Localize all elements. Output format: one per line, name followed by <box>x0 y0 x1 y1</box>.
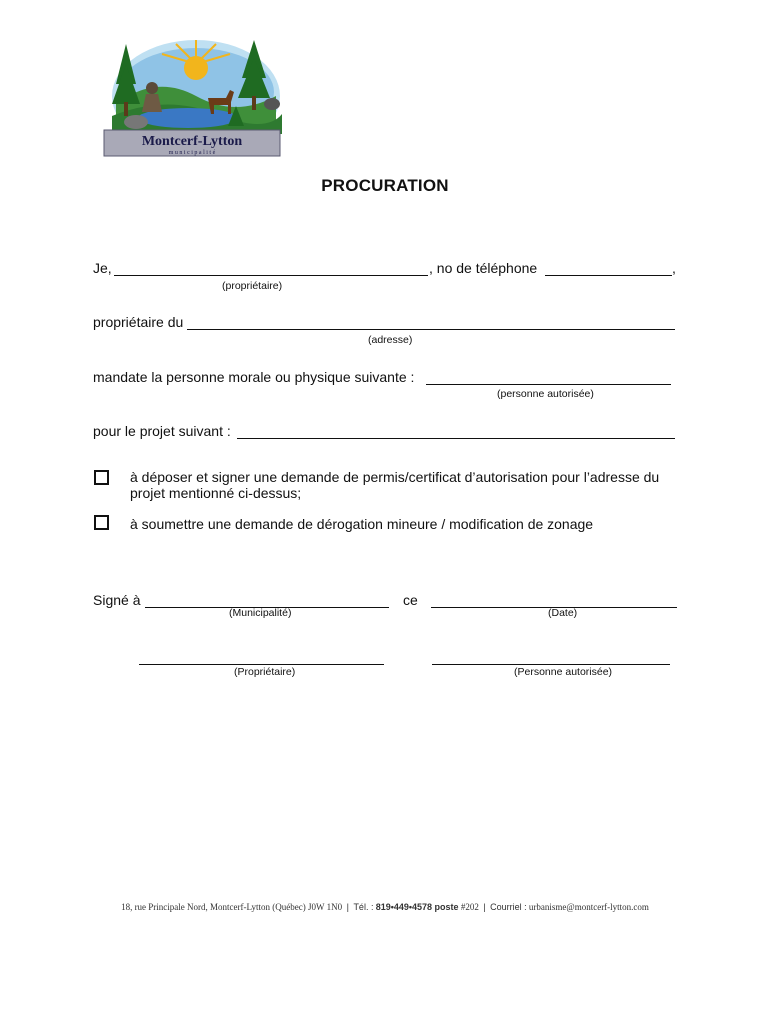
municipality-caption: (Municipalité) <box>229 607 292 619</box>
logo-text-sub: m u n i c i p a l i t é <box>168 150 216 156</box>
footer-tel-label: Tél. : <box>353 902 374 912</box>
option-permit-label: à déposer et signer une demande de permis/certificat d’autorisation pour l’adresse du projet mentionné ci-dessus; <box>130 469 660 501</box>
authorized-person-caption: (personne autorisée) <box>497 388 594 400</box>
mandate-label: mandate la personne morale ou physique suivante : <box>93 369 415 385</box>
project-label: pour le projet suivant : <box>93 423 231 439</box>
phone-label: , no de téléphone <box>429 260 538 276</box>
authorized-person-field[interactable] <box>426 370 671 385</box>
je-suffix: , <box>672 260 676 276</box>
footer-address: 18, rue Principale Nord, Montcerf-Lytton (Québec) J0W 1N0 <box>121 902 343 912</box>
authorized-signature-field[interactable] <box>432 650 670 665</box>
owner-of-label: propriétaire du <box>93 314 184 330</box>
municipality-logo <box>96 34 286 166</box>
footer-tel-ext: #202 <box>460 902 479 912</box>
footer <box>0 902 770 912</box>
phone-field[interactable] <box>545 261 672 276</box>
footer-email-label: Courriel : <box>490 902 527 912</box>
je-label: Je, <box>93 260 112 276</box>
authorized-signature-caption: (Personne autorisée) <box>514 666 613 678</box>
owner-signature-field[interactable] <box>139 650 384 665</box>
option-derogation-checkbox[interactable] <box>94 515 109 530</box>
option-derogation-label: à soumettre une demande de dérogation mineure / modification de zonage <box>130 516 594 532</box>
municipality-field[interactable] <box>145 593 389 608</box>
footer-separator: | <box>346 902 349 912</box>
signed-at-label: Signé à <box>93 592 141 608</box>
owner-signature-caption: (Propriétaire) <box>234 666 296 678</box>
logo-text-main: Montcerf-Lytton <box>141 134 243 149</box>
owner-name-field[interactable] <box>114 261 428 276</box>
date-caption: (Date) <box>548 607 578 619</box>
owner-caption: (propriétaire) <box>222 280 283 292</box>
page-title: PROCURATION <box>321 176 449 195</box>
option-permit-checkbox[interactable] <box>94 470 109 485</box>
date-field[interactable] <box>431 593 677 608</box>
project-field[interactable] <box>237 424 675 439</box>
footer-tel-number: 819•449•4578 poste <box>375 902 459 912</box>
on-label: ce <box>403 592 418 608</box>
footer-email-link[interactable]: urbanisme@montcerf-lytton.com <box>528 902 649 912</box>
footer-separator: | <box>483 902 486 912</box>
address-caption: (adresse) <box>368 334 413 346</box>
address-field[interactable] <box>187 315 675 330</box>
